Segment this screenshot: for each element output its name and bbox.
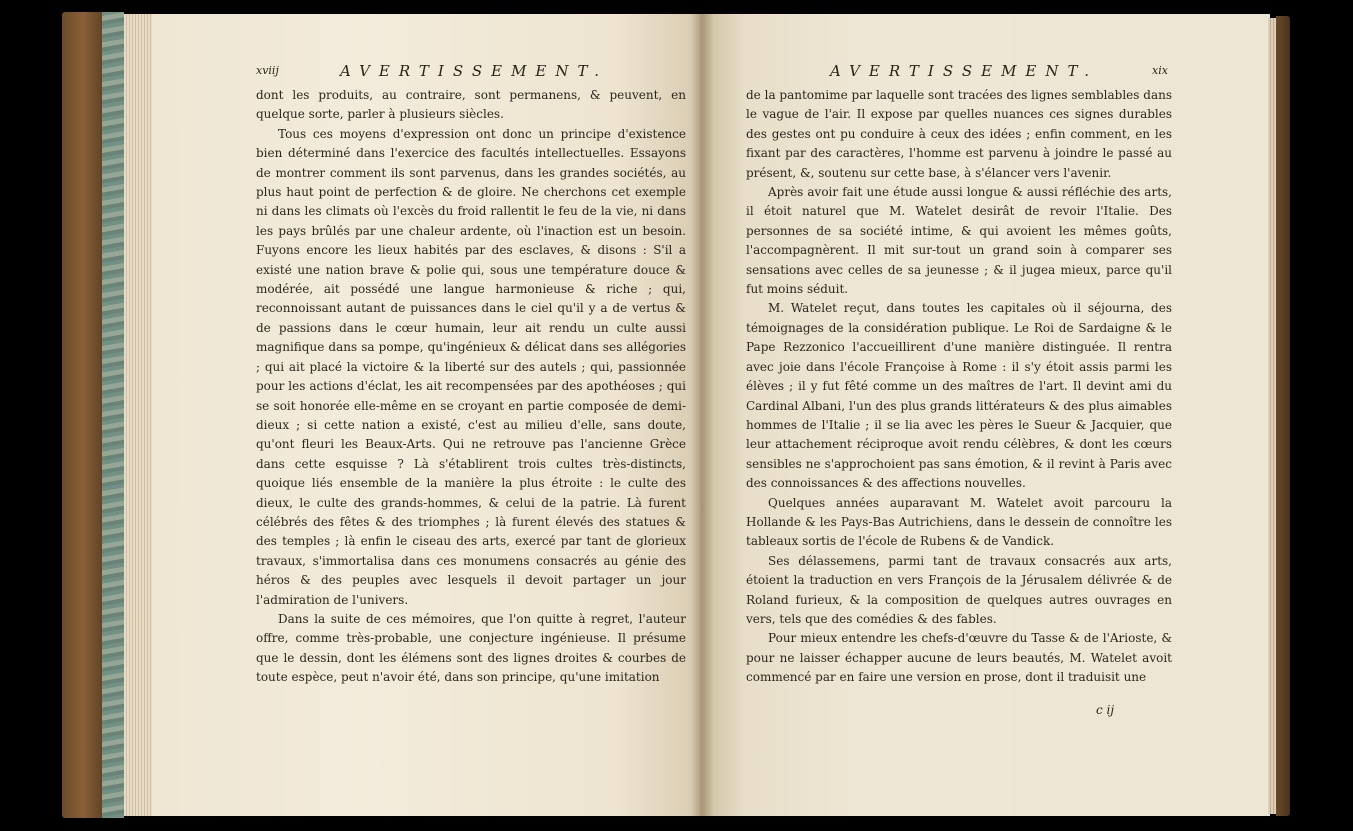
right-page-text <box>746 86 1172 688</box>
left-paragraph-3: Dans la suite de ces mémoires, que l'on quitte à regret, l'auteur offre, comme très-probable, une conjecture ingénieuse. Il présume que le dessin, dont les élémens sont des lignes droites & courbes de toute espèce, peut n'avoir été, dans son principe, qu'une imitation <box>256 611 686 685</box>
left-running-head: AVERTISSEMENT. <box>340 62 609 80</box>
book-gutter <box>690 14 714 816</box>
right-paragraph-1: de la pantomime par laquelle sont tracées des lignes semblables dans le vague de l'air. Il expose par quelles nuances ces signes durables des gestes ont pu conduire à ceux des idées ; enfin comment, en les fixant par des caractères, l'homme est parvenu à joindre le passé au présent, &, soutenu sur cette base, à s'élancer vers l'avenir. <box>746 88 1172 180</box>
right-paragraph-2: Après avoir fait une étude aussi longue & aussi réfléchie des arts, il étoit naturel que M. Watelet desirât de revoir l'Italie. Des personnes de sa société intime, & qui avoient les mêmes goûts, l'accompagnèrent. Il mit sur-tout un grand soin à comparer ses sensations avec celles de sa jeunesse ; & il jugea mieux, parce qu'il fut moins séduit. <box>746 185 1172 297</box>
left-paragraph-2: Tous ces moyens d'expression ont donc un principe d'existence bien déterminé dans l'exercice des facultés intellectuelles. Essayons de montrer comment ils sont parvenus, dans les grandes sociétés, au plus haut point de perfection & de gloire. Ne cherchons cet exemple ni dans les climats où l'excès du froid rallentit le feu de la vie, ni dans les pays brûlés par une chaleur ardente, où l'inaction est un besoin. Fuyons encore les lieux habités par des esclaves, & disons : S'il a existé une nation brave & polie qui, sous une température douce & modérée, ait possédé une langue harmonieuse & riche ; qui, reconnoissant autant de puissances dans le ciel qu'il y a de vertus & de passions dans le cœur humain, leur ait rendu un culte aussi magnifique dans sa pompe, qu'ingénieux & délicat dans ses allégories ; qui ait placé la victoire & la liberté sur des autels ; qui, passionnée pour les actions d'éclat, les ait recompensées par des apothéoses ; qui se soit honorée elle-même en se croyant en partie composée de demi-dieux ; si cette nation a existé, c'est au milieu d'elle, sans doute, qu'ont fleuri les Beaux-Arts. Qui ne retrouve pas l'ancienne Grèce dans cette esquisse ? Là s'établirent trois cultes très-distincts, quoique liés ensemble de la manière la plus étroite : le culte des dieux, le culte des grands-hommes, & celui de la patrie. Là furent célébrés des fêtes & des triomphes ; là furent élevés des statues & des temples ; là enfin le ciseau des arts, exercé par tant de glorieux travaux, s'immortalisa dans ces monumens consacrés au génie des héros & des peuples avec lesquels il devoit partager un jour l'admiration de l'univers. <box>256 126 686 607</box>
right-paragraph-5: Ses délassemens, parmi tant de travaux consacrés aux arts, étoient la traduction en vers François de la Jérusalem délivrée & de Roland furieux, & la composition de quelques autres ouvrages en vers, tels que des comédies & des fables. <box>746 553 1172 626</box>
right-paragraph-4: Quelques années auparavant M. Watelet avoit parcouru la Hollande & les Pays-Bas Autrichiens, dans le dessein de connoître les tableaux sortis de l'école de Rubens & de Vandick. <box>746 495 1172 549</box>
right-page-number: xix <box>1152 64 1168 77</box>
page-edges-left <box>124 14 154 816</box>
signature-mark: c ij <box>1096 703 1115 717</box>
book-cover-right <box>1276 16 1290 816</box>
left-page-number: xviij <box>256 64 279 77</box>
right-paragraph-6: Pour mieux entendre les chefs-d'œuvre du Tasse & de l'Arioste, & pour ne laisser échapper aucune de leurs beautés, M. Watelet avoit commencé par en faire une version en prose, dont il traduisit une <box>746 631 1172 685</box>
left-page-text <box>256 86 686 688</box>
page-edges-right <box>1268 18 1276 814</box>
marbled-endpaper <box>102 12 124 818</box>
left-paragraph-1: dont les produits, au contraire, sont permanens, & peuvent, en quelque sorte, parler à plusieurs siècles. <box>256 88 686 122</box>
right-running-head: AVERTISSEMENT. <box>830 62 1099 80</box>
right-paragraph-3: M. Watelet reçut, dans toutes les capitales où il séjourna, des témoignages de la considération publique. Le Roi de Sardaigne & le Pape Rezzonico l'accueillirent d'une manière distinguée. Il rentra avec joie dans l'école Françoise à Rome : il s'y étoit assis parmi les élèves ; il y fut fêté comme un des maîtres de l'art. Il devint ami du Cardinal Albani, l'un des plus grands littérateurs & des plus aimables hommes de l'Italie ; il se lia avec les pères le Sueur & Jacquier, que leur attachement réciproque avoit rendu célèbres, & dont les cœurs sensibles ne s'approchoient pas sans émotion, & il revint à Paris avec des connoissances & des affections nouvelles. <box>746 301 1172 491</box>
